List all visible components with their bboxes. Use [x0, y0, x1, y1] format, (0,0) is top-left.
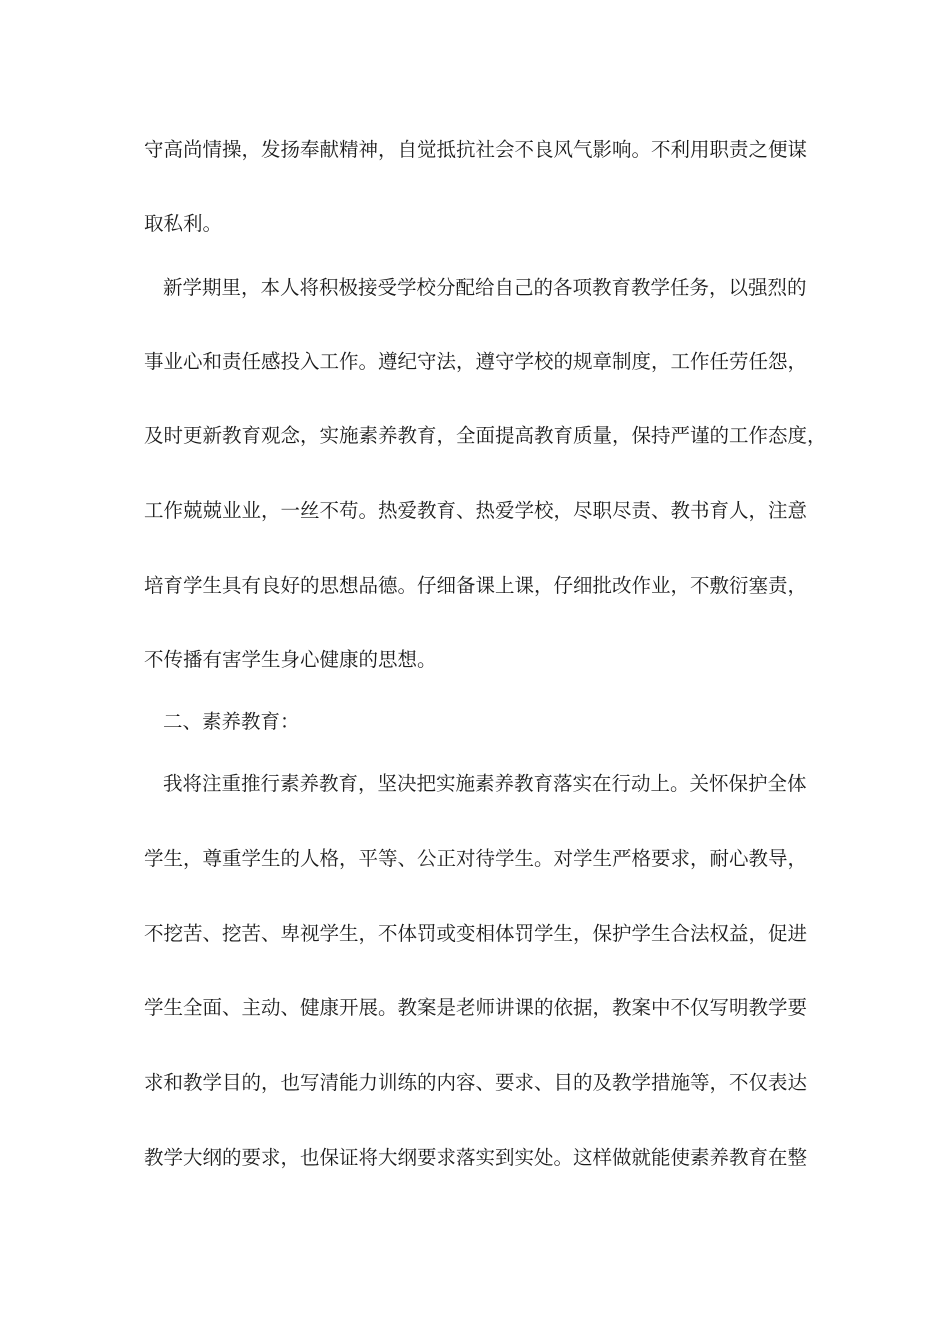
text-line: 不挖苦、挖苦、卑视学生，不体罚或变相体罚学生，保护学生合法权益，促进 [144, 922, 808, 945]
paragraph-start-line: 我将注重推行素养教育，坚决把实施素养教育落实在行动上。关怀保护全体 [163, 772, 807, 795]
text-line: 取私利。 [144, 212, 223, 235]
paragraph-start-line: 新学期里，本人将积极接受学校分配给自己的各项教育教学任务，以强烈的 [163, 276, 807, 299]
section-heading: 二、素养教育： [163, 710, 300, 733]
text-line: 事业心和责任感投入工作。遵纪守法，遵守学校的规章制度，工作任劳任怨， [144, 350, 808, 373]
text-line: 学生全面、主动、健康开展。教案是老师讲课的依据，教案中不仅写明教学要 [144, 996, 808, 1019]
text-line: 不传播有害学生身心健康的思想。 [144, 648, 437, 671]
text-line: 培育学生具有良好的思想品德。仔细备课上课，仔细批改作业，不敷衍塞责， [144, 574, 808, 597]
text-line: 教学大纲的要求，也保证将大纲要求落实到实处。这样做就能使素养教育在整 [144, 1146, 808, 1169]
text-line: 及时更新教育观念，实施素养教育，全面提高教育质量，保持严谨的工作态度， [144, 424, 827, 447]
text-line: 求和教学目的，也写清能力训练的内容、要求、目的及教学措施等，不仅表达 [144, 1071, 808, 1094]
text-line: 工作兢兢业业，一丝不苟。热爱教育、热爱学校，尽职尽责、教书育人，注意 [144, 499, 808, 522]
text-line: 学生，尊重学生的人格，平等、公正对待学生。对学生严格要求，耐心教导， [144, 847, 808, 870]
text-line: 守高尚情操，发扬奉献精神，自觉抵抗社会不良风气影响。不利用职责之便谋 [144, 138, 808, 161]
